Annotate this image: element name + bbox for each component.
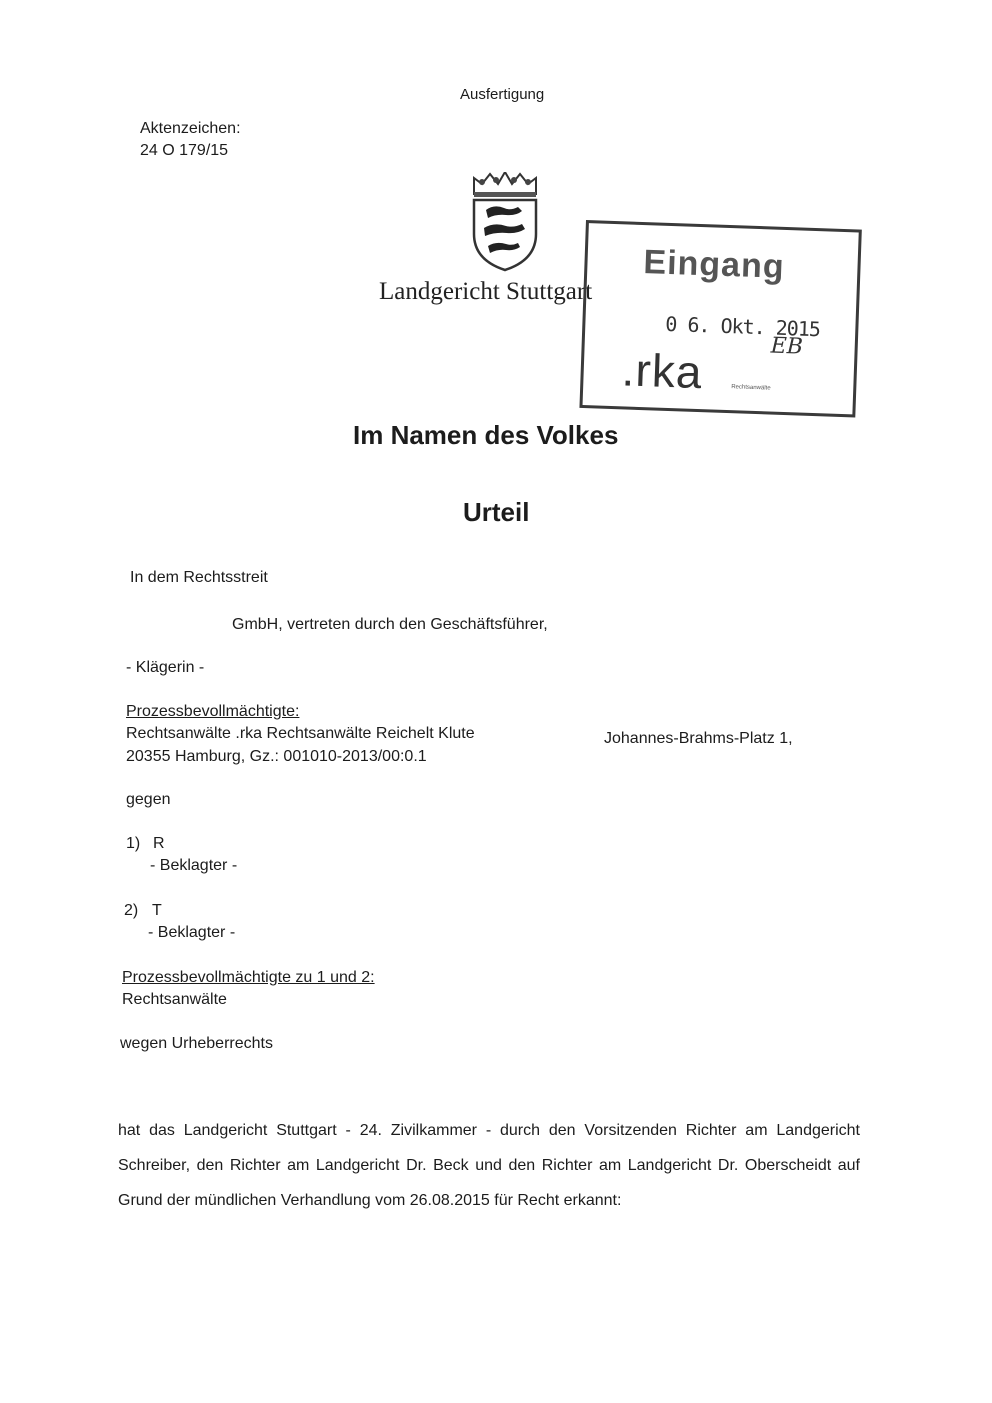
defendant-2-name: T [152,902,162,919]
plaintiff-role: - Klägerin - [126,659,205,676]
heading-judgment: Urteil [463,497,530,527]
stamp-firm-subtitle: Rechtsanwälte [731,384,771,392]
coat-of-arms-icon [466,172,544,272]
receipt-stamp [579,220,861,418]
stamp-title: Eingang [642,243,786,286]
stamp-initials: EB [770,333,804,360]
stamp-date: 0 6. Okt. 2015 [665,311,821,342]
file-number-label: Aktenzeichen: [140,120,241,137]
defendant-1-name: R [153,835,165,852]
defendant-2-role: - Beklagter - [148,924,236,941]
defendant-1-number: 1) [126,835,141,852]
case-intro: In dem Rechtsstreit [130,569,268,586]
heading-in-the-name-of-the-people: Im Namen des Volkes [353,420,619,450]
defendant-counsel-firm: Rechtsanwälte [122,991,227,1008]
plaintiff-counsel-city-reference: 20355 Hamburg, Gz.: 001010-2013/00:0.1 [126,748,427,765]
judgment-paragraph: hat das Landgericht Stuttgart - 24. Zivilkammer - durch den Vorsitzenden Richter am Landgericht Schreiber, den Richter am Landgericht Dr. Beck und den Richter am Landgericht Dr. Oberscheidt auf Grund der mündlichen Verhandlung vom 26.08.2015 für Recht erkannt: [118,1122,860,1209]
plaintiff-counsel-label: Prozessbevollmächtigte: [126,703,300,720]
defendant-counsel-label: Prozessbevollmächtigte zu 1 und 2: [122,969,375,986]
plaintiff-counsel-address: Johannes-Brahms-Platz 1, [604,730,793,747]
versus-label: gegen [126,791,171,808]
defendant-1-role: - Beklagter - [150,857,238,874]
file-number: 24 O 179/15 [140,142,229,159]
plaintiff-counsel-firm: Rechtsanwälte .rka Rechtsanwälte Reichelt Klute [126,725,475,742]
plaintiff-name: GmbH, vertreten durch den Geschäftsführer, [232,616,548,633]
copy-label: Ausfertigung [460,86,545,103]
defendant-2-number: 2) [124,902,139,919]
court-name: Landgericht Stuttgart [379,278,593,305]
stamp-firm-logo: .rka [620,343,704,399]
case-subject: wegen Urheberrechts [120,1035,273,1052]
